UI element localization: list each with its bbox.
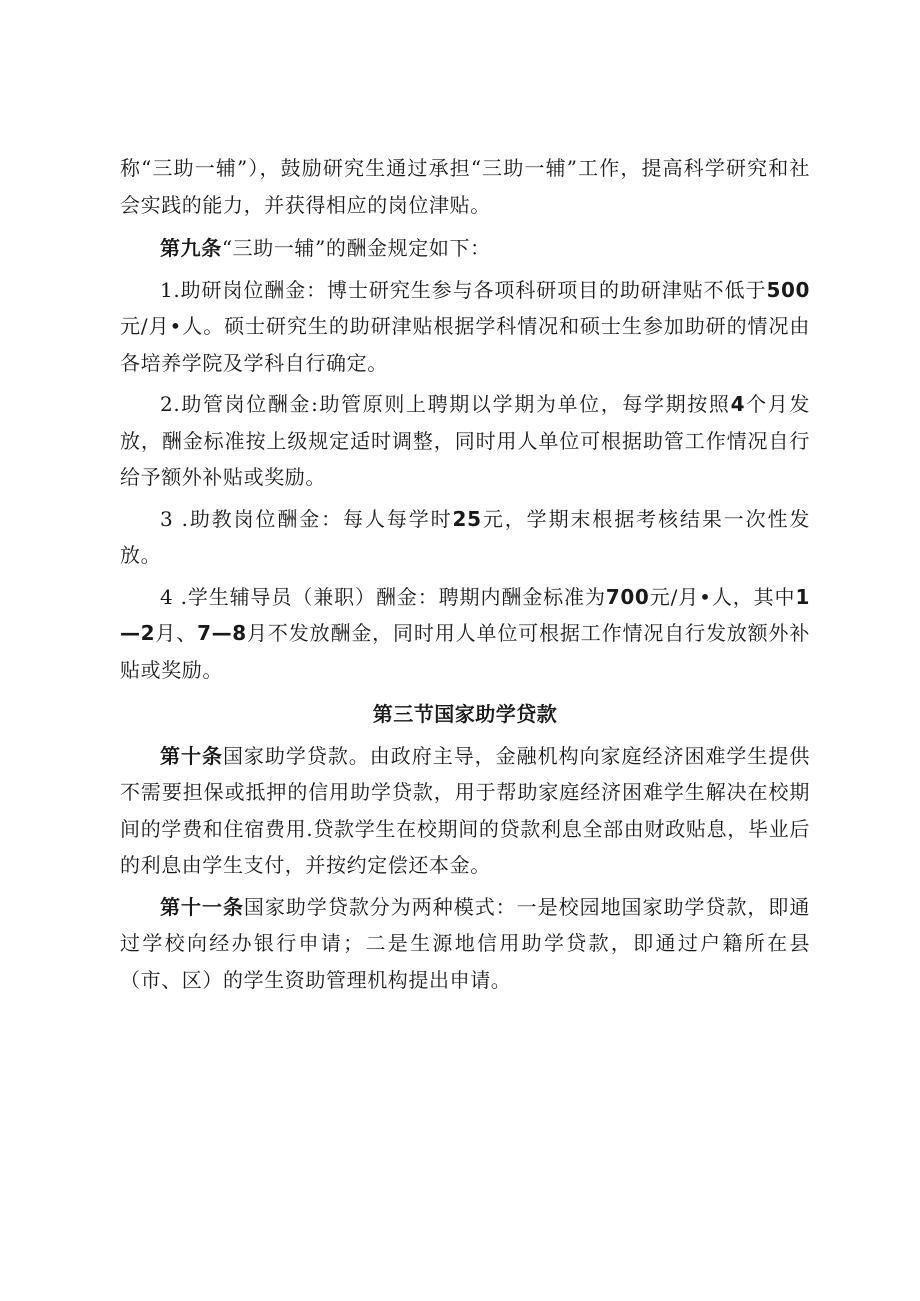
article-10: [120, 738, 810, 884]
document-page: [120, 150, 810, 998]
item-2-months: 4: [730, 392, 746, 416]
item-4-counselor: [120, 579, 810, 689]
item-1-research-assistant: [120, 272, 810, 382]
article-10-text: 国家助学贷款。由政府主导，金融机构向家庭经济困难学生提供不需要担保或抵押的信用助学贷款，用于帮助家庭经济困难学生解决在校期间的学费和住宿费用.贷款学生在校期间的贷款利息全部由财政贴息，毕业后的利息由学生支付，并按约定偿还本金。: [120, 743, 810, 877]
item-4-amount: 700: [605, 584, 650, 609]
item-4-months-2: 7—8: [197, 621, 247, 645]
item-4-months-1: 1—2: [120, 584, 810, 645]
item-3-text-b: 元，学期末根据考核结果一次性发放。: [120, 506, 810, 567]
item-4-text-c: 月、: [155, 621, 198, 645]
item-1-text: 1.助研岗位酬金：博士研究生参与各项科研项目的助研津贴不低于: [160, 277, 767, 302]
item-2-admin-assistant: [120, 386, 810, 496]
item-4-text-b: 元/月•人，其中: [649, 584, 796, 609]
item-1-rest: 元/月•人。硕士研究生的助研津贴根据学科情况和硕士生参加助研的情况由各培养学院及学科自行确定。: [120, 314, 810, 375]
item-3-teaching-assistant: [120, 501, 810, 574]
article-10-label: 第十条: [160, 743, 223, 768]
item-4-text-d: 月不发放酬金，同时用人单位可根据工作情况自行发放额外补贴或奖励。: [120, 621, 810, 682]
item-1-amount: 500: [766, 277, 810, 302]
article-9: [120, 230, 810, 267]
paragraph-intro-text: 称“三助一辅”），鼓励研究生通过承担“三助一辅”工作，提高科学研究和社会实践的能力，并获得相应的岗位津贴。: [120, 156, 810, 217]
item-2-text-b: 个月发放，酬金标准按上级规定适时调整，同时用人单位可根据助管工作情况自行给予额外补贴或奖励。: [120, 392, 810, 489]
item-4-text-a: 4 .学生辅导员（兼职）酬金：聘期内酬金标准为: [160, 584, 606, 609]
article-11: [120, 889, 810, 999]
paragraph-intro: [120, 150, 810, 223]
item-3-amount: 25: [452, 506, 482, 531]
article-11-text: 国家助学贷款分为两种模式：一是校园地国家助学贷款，即通过学校向经办银行申请；二是生源地信用助学贷款，即通过户籍所在县（市、区）的学生资助管理机构提出申请。: [120, 894, 810, 992]
article-9-text: “三助一辅”的酬金规定如下：: [221, 236, 491, 260]
item-3-text-a: 3 .助教岗位酬金：每人每学时: [160, 506, 453, 531]
section-title: 第三节国家助学贷款: [372, 702, 558, 726]
article-11-label: 第十一条: [160, 894, 244, 919]
article-9-label: 第九条: [160, 236, 222, 260]
item-2-text-a: 2.助管岗位酬金:助管原则上聘期以学期为单位，每学期按照: [160, 392, 731, 416]
